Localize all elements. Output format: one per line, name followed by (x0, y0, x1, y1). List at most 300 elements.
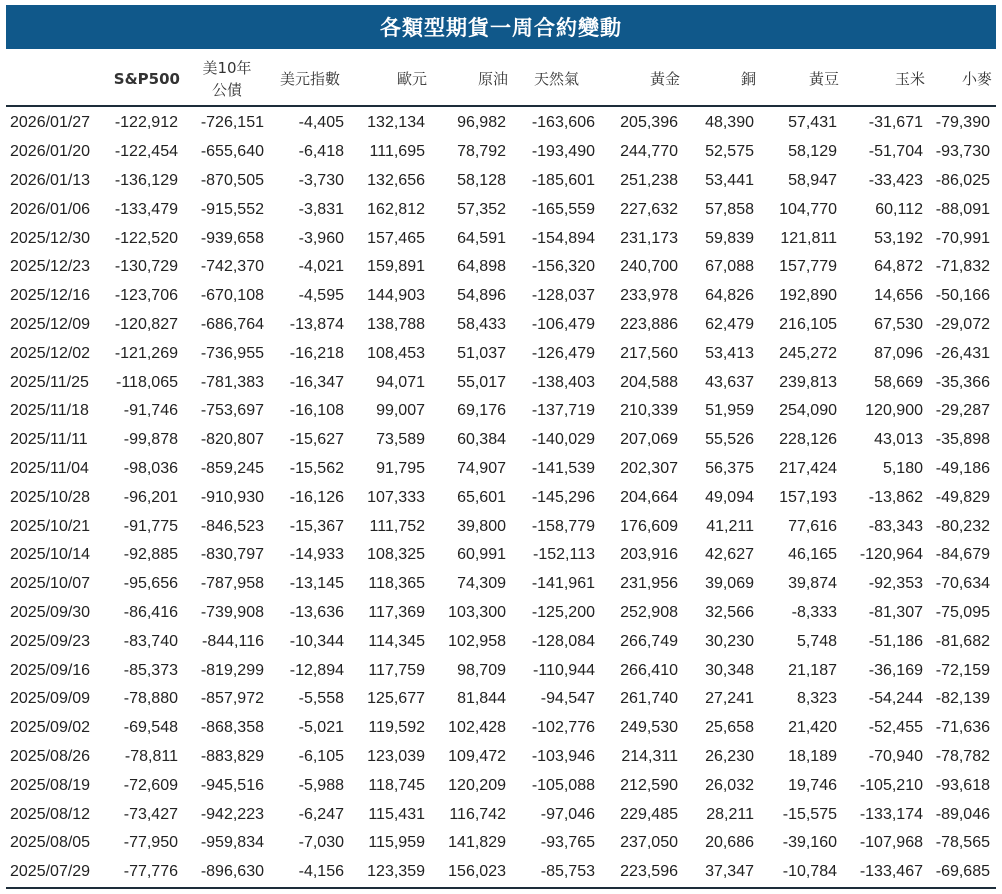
table-cell: 46,165 (788, 546, 837, 564)
table-cell: 98,709 (457, 661, 506, 679)
table-cell: 57,431 (788, 114, 837, 132)
row-date: 2025/07/29 (6, 858, 106, 888)
table-row (6, 714, 996, 743)
table-cell: -163,606 (531, 114, 595, 132)
table-cell: 244,770 (620, 143, 678, 161)
table-cell: -140,029 (531, 431, 595, 449)
table-cell: -78,782 (935, 747, 990, 765)
table-cell: 216,105 (779, 315, 837, 333)
table-cell: -35,898 (935, 431, 990, 449)
table-cell: -185,601 (531, 171, 595, 189)
table-cell: -83,343 (868, 517, 923, 535)
table-cell: 223,596 (601, 858, 684, 888)
table-title: 各類型期貨一周合約變動 (6, 5, 996, 49)
table-row (6, 455, 996, 484)
table-cell: -830,797 (200, 546, 264, 564)
table-cell: -7,030 (298, 834, 344, 852)
header-corn: 玉米 (843, 52, 929, 106)
table-cell: -781,383 (200, 373, 264, 391)
table-cell: 252,908 (620, 603, 678, 621)
table-cell: -85,373 (123, 661, 178, 679)
table-cell: -13,145 (289, 575, 344, 593)
table-cell: -158,779 (531, 517, 595, 535)
table-cell: 115,959 (368, 834, 425, 852)
table-cell: 104,770 (779, 200, 837, 218)
table-cell: 67,530 (874, 315, 923, 333)
table-cell: -942,223 (200, 805, 264, 823)
row-date: 2025/12/09 (10, 315, 91, 333)
row-date: 2025/11/04 (10, 459, 89, 477)
table-cell: -857,972 (200, 690, 264, 708)
table-cell: -14,933 (289, 546, 344, 564)
table-cell: -820,807 (200, 431, 264, 449)
table-cell: -72,159 (935, 661, 990, 679)
table-cell: -959,834 (200, 834, 264, 852)
table-cell: -915,552 (200, 200, 264, 218)
table-cell: 8,323 (796, 690, 837, 708)
table-cell: -141,539 (531, 459, 595, 477)
table-cell: -686,764 (200, 315, 264, 333)
table-cell: 107,333 (367, 488, 425, 506)
table-cell: -128,084 (531, 632, 595, 650)
table-cell: 217,560 (620, 344, 678, 362)
table-cell: -98,036 (123, 459, 178, 477)
table-cell: 261,740 (620, 690, 678, 708)
table-cell: 53,413 (705, 344, 754, 362)
table-cell: -107,968 (859, 834, 923, 852)
table-cell: -16,218 (289, 344, 344, 362)
table-cell: -16,108 (289, 402, 344, 420)
row-date: 2025/08/19 (10, 776, 91, 794)
table-cell: 28,211 (706, 805, 754, 823)
table-row (6, 195, 996, 224)
table-cell: -5,021 (298, 719, 344, 737)
table-cell: -125,200 (531, 603, 595, 621)
table-cell: -141,961 (531, 575, 595, 593)
header-wheat: 小麥 (929, 52, 996, 106)
header-row (6, 52, 996, 106)
table-cell: -39,160 (782, 834, 837, 852)
table-cell: -84,679 (935, 546, 990, 564)
table-cell: 25,658 (705, 719, 754, 737)
table-cell: -106,479 (531, 315, 595, 333)
table-cell: 132,656 (367, 171, 425, 189)
table-cell: 214,311 (621, 747, 678, 765)
table-cell: 157,193 (779, 488, 837, 506)
table-row (6, 483, 996, 512)
row-date: 2025/12/23 (10, 258, 91, 276)
table-cell: -156,320 (531, 258, 595, 276)
table-row (6, 570, 996, 599)
table-cell: -110,944 (533, 661, 595, 679)
table-cell: -31,671 (868, 114, 923, 132)
table-cell: -70,940 (868, 747, 923, 765)
table-cell: 245,272 (779, 344, 837, 362)
header-copper: 銅 (684, 52, 760, 106)
table-row (6, 106, 996, 138)
table-cell: -77,950 (123, 834, 178, 852)
table-cell: -83,740 (123, 632, 178, 650)
table-cell: -92,885 (123, 546, 178, 564)
table-cell: -3,730 (298, 171, 344, 189)
table-row (6, 800, 996, 829)
table-cell: -92,353 (868, 575, 923, 593)
row-date: 2025/11/11 (10, 431, 88, 449)
table-cell: -136,129 (114, 171, 178, 189)
table-cell: 52,575 (705, 143, 754, 161)
table-row (6, 282, 996, 311)
table-cell: -88,091 (935, 200, 990, 218)
table-cell: 228,126 (779, 431, 837, 449)
table-cell: -69,548 (123, 719, 178, 737)
table-cell: -78,565 (935, 834, 990, 852)
table-cell: -105,210 (859, 776, 923, 794)
table-cell: -93,618 (935, 776, 990, 794)
table-cell: 18,189 (788, 747, 837, 765)
table-cell: -4,021 (298, 258, 344, 276)
table-cell: 49,094 (705, 488, 754, 506)
row-date: 2025/12/30 (10, 229, 91, 247)
table-cell: 60,384 (457, 431, 506, 449)
table-cell: 120,209 (448, 776, 506, 794)
table-cell: 217,424 (779, 459, 837, 477)
row-date: 2025/12/02 (10, 344, 91, 362)
table-cell: -79,390 (935, 114, 990, 132)
table-cell: 202,307 (620, 459, 678, 477)
table-cell: 64,872 (874, 258, 923, 276)
table-cell: 73,589 (376, 431, 425, 449)
table-cell: 119,592 (368, 719, 425, 737)
table-cell: 102,958 (448, 632, 506, 650)
table-cell: -49,829 (935, 488, 990, 506)
table-cell: 58,129 (788, 143, 837, 161)
table-cell: -670,108 (200, 287, 264, 305)
table-cell: -122,454 (114, 143, 178, 161)
table-cell: 138,788 (367, 315, 425, 333)
table-cell: 58,433 (457, 315, 506, 333)
table-cell: -130,729 (114, 258, 178, 276)
table-cell: 132,134 (367, 114, 425, 132)
table-row (6, 426, 996, 455)
table-cell: -6,418 (298, 143, 344, 161)
table-cell: 123,039 (367, 747, 425, 765)
table-cell: -846,523 (200, 517, 264, 535)
row-date: 2025/08/05 (10, 834, 91, 852)
table-cell: -15,562 (289, 459, 344, 477)
table-cell: 121,811 (780, 229, 837, 247)
table-cell: 64,826 (705, 287, 754, 305)
table-cell: -70,634 (935, 575, 990, 593)
table-cell: -71,636 (935, 719, 990, 737)
table-row (6, 627, 996, 656)
table-cell: 59,839 (705, 229, 754, 247)
table-cell: -13,862 (868, 488, 923, 506)
table-cell: -193,490 (531, 143, 595, 161)
header-date (6, 52, 106, 106)
table-cell: 39,069 (705, 575, 754, 593)
table-cell: 102,428 (448, 719, 506, 737)
table-cell: 74,907 (457, 459, 506, 477)
table-cell: -49,186 (935, 459, 990, 477)
table-cell: 239,813 (779, 373, 837, 391)
table-cell: -97,046 (540, 805, 595, 823)
table-cell: 26,032 (705, 776, 754, 794)
table-cell: -96,201 (123, 488, 178, 506)
table-cell: -152,113 (533, 546, 595, 564)
table-row (6, 512, 996, 541)
table-row (6, 167, 996, 196)
table-cell: 251,238 (620, 171, 678, 189)
row-date: 2025/10/14 (10, 546, 91, 564)
table-row (6, 743, 996, 772)
table-cell: 266,749 (620, 632, 678, 650)
table-cell: -89,046 (935, 805, 990, 823)
table-cell: 5,748 (796, 632, 837, 650)
table-cell: 237,050 (620, 834, 678, 852)
table-cell: -883,829 (200, 747, 264, 765)
row-date: 2025/09/09 (10, 690, 91, 708)
table-cell: -73,427 (123, 805, 178, 823)
futures-table (6, 52, 996, 889)
table-cell: -4,595 (298, 287, 344, 305)
table-row (6, 224, 996, 253)
table-cell: 96,982 (457, 114, 506, 132)
table-cell: -844,116 (202, 632, 264, 650)
table-cell: 227,632 (620, 200, 678, 218)
table-row (6, 311, 996, 340)
table-cell: -122,520 (114, 229, 178, 247)
table-cell: 141,829 (448, 834, 506, 852)
header-dxy: 美元指數 (270, 52, 350, 106)
table-cell: -71,832 (935, 258, 990, 276)
table-cell: 116,742 (449, 805, 506, 823)
table-cell: 266,410 (620, 661, 678, 679)
table-cell: -126,479 (531, 344, 595, 362)
table-cell: -910,930 (200, 488, 264, 506)
table-row (6, 858, 996, 888)
table-cell: -12,894 (289, 661, 344, 679)
table-cell: 37,347 (684, 858, 760, 888)
table-cell: 91,795 (376, 459, 425, 477)
table-cell: 118,365 (368, 575, 425, 593)
table-cell: 55,017 (457, 373, 506, 391)
table-cell: 254,090 (779, 402, 837, 420)
table-cell: -736,955 (200, 344, 264, 362)
table-cell: 42,627 (705, 546, 754, 564)
table-cell: -54,244 (868, 690, 923, 708)
table-cell: 81,844 (457, 690, 506, 708)
table-cell: -739,908 (200, 603, 264, 621)
table-cell: -787,958 (200, 575, 264, 593)
row-date: 2026/01/06 (10, 200, 91, 218)
table-cell: -133,174 (859, 805, 923, 823)
table-row (6, 339, 996, 368)
table-cell: 157,779 (779, 258, 837, 276)
row-date: 2026/01/20 (10, 143, 91, 161)
table-cell: -3,960 (298, 229, 344, 247)
table-cell: 21,187 (788, 661, 837, 679)
table-cell: -86,416 (123, 603, 178, 621)
table-cell: -70,991 (935, 229, 990, 247)
table-cell: -120,827 (114, 315, 178, 333)
table-cell: 249,530 (620, 719, 678, 737)
table-cell: 58,947 (788, 171, 837, 189)
table-cell: -29,072 (935, 315, 990, 333)
row-date: 2025/10/21 (10, 517, 91, 535)
table-cell: -51,186 (868, 632, 923, 650)
table-cell: 60,112 (875, 200, 923, 218)
table-cell: -10,784 (760, 858, 843, 888)
table-cell: 14,656 (874, 287, 923, 305)
table-cell: 240,700 (620, 258, 678, 276)
table-cell: -80,232 (935, 517, 990, 535)
table-cell: 56,375 (705, 459, 754, 477)
table-row (6, 771, 996, 800)
table-cell: 118,745 (368, 776, 425, 794)
table-cell: -819,299 (200, 661, 264, 679)
table-body (6, 106, 996, 888)
table-cell: 32,566 (705, 603, 754, 621)
table-cell: 159,891 (367, 258, 425, 276)
table-cell: -102,776 (531, 719, 595, 737)
table-cell: -8,333 (791, 603, 837, 621)
table-cell: 43,013 (874, 431, 923, 449)
table-cell: 108,453 (367, 344, 425, 362)
table-cell: -103,946 (531, 747, 595, 765)
table-cell: -5,988 (298, 776, 344, 794)
header-gold: 黃金 (601, 52, 684, 106)
row-date: 2026/01/13 (10, 171, 91, 189)
table-cell: 27,241 (705, 690, 754, 708)
table-cell: 39,800 (457, 517, 506, 535)
table-cell: 51,959 (705, 402, 754, 420)
table-cell: 57,858 (705, 200, 754, 218)
table-cell: -13,874 (289, 315, 344, 333)
table-cell: -26,431 (935, 344, 990, 362)
table-cell: 30,348 (705, 661, 754, 679)
table-cell: 57,352 (457, 200, 506, 218)
table-cell: 115,431 (368, 805, 425, 823)
row-date: 2026/01/27 (10, 114, 91, 132)
table-cell: -4,405 (298, 114, 344, 132)
table-cell: 223,886 (620, 315, 678, 333)
row-date: 2025/09/16 (10, 661, 91, 679)
table-cell: -82,139 (935, 690, 990, 708)
table-cell: 144,903 (367, 287, 425, 305)
table-cell: 55,526 (705, 431, 754, 449)
table-cell: 210,339 (620, 402, 678, 420)
table-cell: -75,095 (935, 603, 990, 621)
table-cell: 229,485 (620, 805, 678, 823)
table-cell: 233,978 (620, 287, 678, 305)
table-cell: -81,682 (935, 632, 990, 650)
table-cell: 111,752 (369, 517, 425, 535)
table-cell: -10,344 (289, 632, 344, 650)
table-cell: 231,956 (620, 575, 678, 593)
table-row (6, 138, 996, 167)
table-cell: 109,472 (448, 747, 506, 765)
table-cell: -123,706 (114, 287, 178, 305)
table-cell: 58,128 (457, 171, 506, 189)
table-cell: -91,775 (123, 517, 178, 535)
header-natgas: 天然氣 (512, 52, 601, 106)
table-cell: -128,037 (531, 287, 595, 305)
table-cell: 65,601 (457, 488, 506, 506)
table-cell: 99,007 (376, 402, 425, 420)
table-cell: -13,636 (289, 603, 344, 621)
table-cell: -51,704 (868, 143, 923, 161)
table-cell: -52,455 (868, 719, 923, 737)
table-cell: -165,559 (531, 200, 595, 218)
table-cell: -3,831 (298, 200, 344, 218)
row-date: 2025/11/18 (10, 402, 89, 420)
table-cell: -6,247 (298, 805, 344, 823)
table-cell: -154,894 (531, 229, 595, 247)
table-cell: -93,765 (540, 834, 595, 852)
table-cell: 114,345 (368, 632, 425, 650)
table-cell: -99,878 (123, 431, 178, 449)
table-cell: 30,230 (705, 632, 754, 650)
row-date: 2025/09/23 (10, 632, 91, 650)
table-cell: -81,307 (868, 603, 923, 621)
table-cell: -5,558 (298, 690, 344, 708)
table-cell: 205,396 (620, 114, 678, 132)
table-cell: 51,037 (457, 344, 506, 362)
table-cell: -77,776 (106, 858, 184, 888)
table-cell: -78,880 (123, 690, 178, 708)
table-cell: 60,991 (457, 546, 506, 564)
table-cell: -133,467 (843, 858, 929, 888)
row-date: 2025/08/12 (10, 805, 91, 823)
table-cell: -86,025 (935, 171, 990, 189)
table-cell: 111,695 (369, 143, 425, 161)
table-cell: -120,964 (859, 546, 923, 564)
table-cell: -868,358 (200, 719, 264, 737)
table-cell: 19,746 (788, 776, 837, 794)
table-cell: -16,126 (289, 488, 344, 506)
table-cell: -36,169 (868, 661, 923, 679)
table-cell: 43,637 (705, 373, 754, 391)
table-cell: -78,811 (124, 747, 178, 765)
table-cell: 62,479 (705, 315, 754, 333)
table-cell: -859,245 (200, 459, 264, 477)
header-crude: 原油 (431, 52, 512, 106)
table-row (6, 397, 996, 426)
table-cell: 78,792 (457, 143, 506, 161)
table-cell: 53,192 (874, 229, 923, 247)
table-cell: -6,105 (298, 747, 344, 765)
table-cell: -85,753 (512, 858, 601, 888)
table-cell: -138,403 (531, 373, 595, 391)
table-cell: 207,069 (620, 431, 678, 449)
header-us10y: 美10年 公債 (184, 52, 270, 106)
table-cell: 53,441 (705, 171, 754, 189)
table-cell: 74,309 (457, 575, 506, 593)
table-row (6, 368, 996, 397)
table-cell: -870,505 (200, 171, 264, 189)
table-cell: 117,759 (368, 661, 425, 679)
table-cell: 39,874 (788, 575, 837, 593)
table-cell: -753,697 (200, 402, 264, 420)
table-cell: -742,370 (200, 258, 264, 276)
table-cell: 69,176 (457, 402, 506, 420)
table-cell: -105,088 (531, 776, 595, 794)
table-cell: 64,898 (457, 258, 506, 276)
table-cell: 192,890 (779, 287, 837, 305)
table-cell: 204,588 (620, 373, 678, 391)
table-cell: 108,325 (367, 546, 425, 564)
table-cell: -50,166 (935, 287, 990, 305)
